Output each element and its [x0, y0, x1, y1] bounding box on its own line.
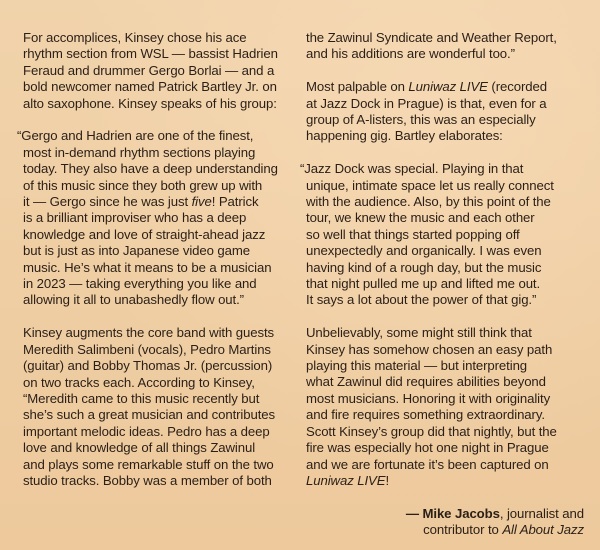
text-line: and fire requires something extraordinary.	[306, 407, 545, 423]
author-name: — Mike Jacobs	[405, 505, 500, 521]
right-column	[300, 30, 584, 539]
text-line: today. They also have a deep understanding	[23, 161, 278, 177]
text-segment: ! Patrick	[211, 194, 259, 210]
text-line: rhythm section from WSL — bassist Hadrien	[23, 46, 278, 62]
text-line: Unbelievably, some might still think that	[306, 325, 532, 341]
text-line: having kind of a rough day, but the music	[306, 259, 542, 275]
text-line: so well that things started popping off	[306, 226, 520, 242]
text-line: and we are fortunate it’s been captured on	[306, 456, 549, 472]
text-line: studio tracks. Bobby was a member of both	[23, 472, 272, 488]
text-segment: it — Gergo since he was just	[23, 194, 192, 210]
text-line-with-emphasis	[306, 473, 584, 489]
text-line: Meredith Salimbeni (vocals), Pedro Martins	[23, 341, 271, 357]
text-line: alto saxophone. Kinsey speaks of his group:	[23, 95, 277, 111]
guests-paragraph	[23, 325, 295, 489]
album-title: Luniwaz LIVE	[408, 79, 488, 95]
text-line: love and knowledge of all things Zawinul	[23, 440, 256, 456]
text-line: Kinsey augments the core band with guests	[23, 325, 275, 341]
text-line: important melodic ideas. Pedro has a deep	[23, 423, 270, 439]
text-line: allowing it all to unabashedly flow out.”	[23, 292, 244, 308]
text-line: that night pulled me up and lifted me out.	[306, 276, 541, 292]
text-line: with the audience. Also, by this point of the	[306, 194, 551, 210]
text-segment: Most palpable on	[306, 79, 409, 95]
text-line: Feraud and drummer Gergo Borlai — and a	[23, 62, 275, 78]
emphasis-text: five	[191, 194, 212, 210]
text-line: is a brilliant improviser who has a deep	[23, 210, 247, 226]
text-line: (guitar) and Bobby Thomas Jr. (percussion)	[23, 358, 273, 374]
closing-paragraph	[306, 325, 584, 489]
text-line: It says a lot about the power of that gig.”	[306, 292, 537, 308]
continuation-paragraph	[306, 30, 584, 63]
text-line: For accomplices, Kinsey chose his ace	[23, 30, 247, 45]
text-line: music. He’s what it means to be a musician	[23, 259, 272, 275]
text-line: at Jazz Dock in Prague) is that, even for a	[306, 95, 547, 111]
left-column	[17, 30, 295, 506]
text-line: Scott Kinsey’s group did that nightly, but the	[306, 423, 557, 439]
signature-line	[306, 522, 584, 538]
text-line: and plays some remarkable stuff on the two	[23, 456, 274, 472]
kinsey-quote-paragraph	[17, 128, 295, 308]
author-role: , journalist and	[499, 505, 584, 521]
live-recording-paragraph	[306, 79, 584, 145]
text-line: on two tracks each. According to Kinsey,	[23, 374, 255, 390]
text-line: “Jazz Dock was special. Playing in that	[300, 161, 524, 177]
intro-paragraph	[23, 30, 295, 112]
text-line: Kinsey has somehow chosen an easy path	[306, 341, 553, 357]
text-segment: contributor to	[423, 522, 503, 538]
text-line: “Meredith came to this music recently but	[23, 390, 260, 406]
text-line: but is just as into Japanese video game	[23, 243, 251, 259]
text-line: knowledge and love of straight-ahead jazz	[23, 226, 266, 242]
text-segment: !	[385, 472, 390, 488]
text-line: unexpectedly and organically. I was even	[306, 243, 542, 259]
text-line: what Zawinul did requires abilities beyond	[306, 374, 546, 390]
text-line: happening gig. Bartley elaborates:	[306, 128, 503, 144]
author-signature	[306, 506, 584, 539]
publication-name: All About Jazz	[502, 522, 584, 538]
text-segment: (recorded	[487, 79, 547, 95]
text-line: most in-demand rhythm sections playing	[23, 144, 256, 160]
signature-line	[306, 506, 584, 522]
text-line: playing this material — but interpreting	[306, 358, 528, 374]
text-line: she’s such a great musician and contributes	[23, 407, 276, 423]
text-line: most musicians. Honoring it with originality	[306, 390, 551, 406]
text-line-with-emphasis	[306, 79, 584, 95]
bartley-quote-paragraph	[300, 161, 584, 309]
text-line-with-emphasis	[23, 194, 295, 210]
text-line: bold newcomer named Patrick Bartley Jr. on	[23, 79, 277, 95]
album-title: Luniwaz LIVE	[306, 472, 386, 488]
text-line: of this music since they both grew up with	[23, 177, 263, 193]
text-line: tour, we knew the music and each other	[306, 210, 535, 226]
text-line: “Gergo and Hadrien are one of the finest,	[17, 128, 254, 144]
text-line: fire was especially hot one night in Prague	[306, 440, 549, 456]
text-line: unique, intimate space let us really connect	[306, 177, 554, 193]
text-line: group of A-listers, this was an especially	[306, 112, 536, 128]
text-line: and his additions are wonderful too.”	[306, 46, 515, 62]
text-line: the Zawinul Syndicate and Weather Report,	[306, 30, 557, 45]
text-line: in 2023 — taking everything you like and	[23, 276, 257, 292]
